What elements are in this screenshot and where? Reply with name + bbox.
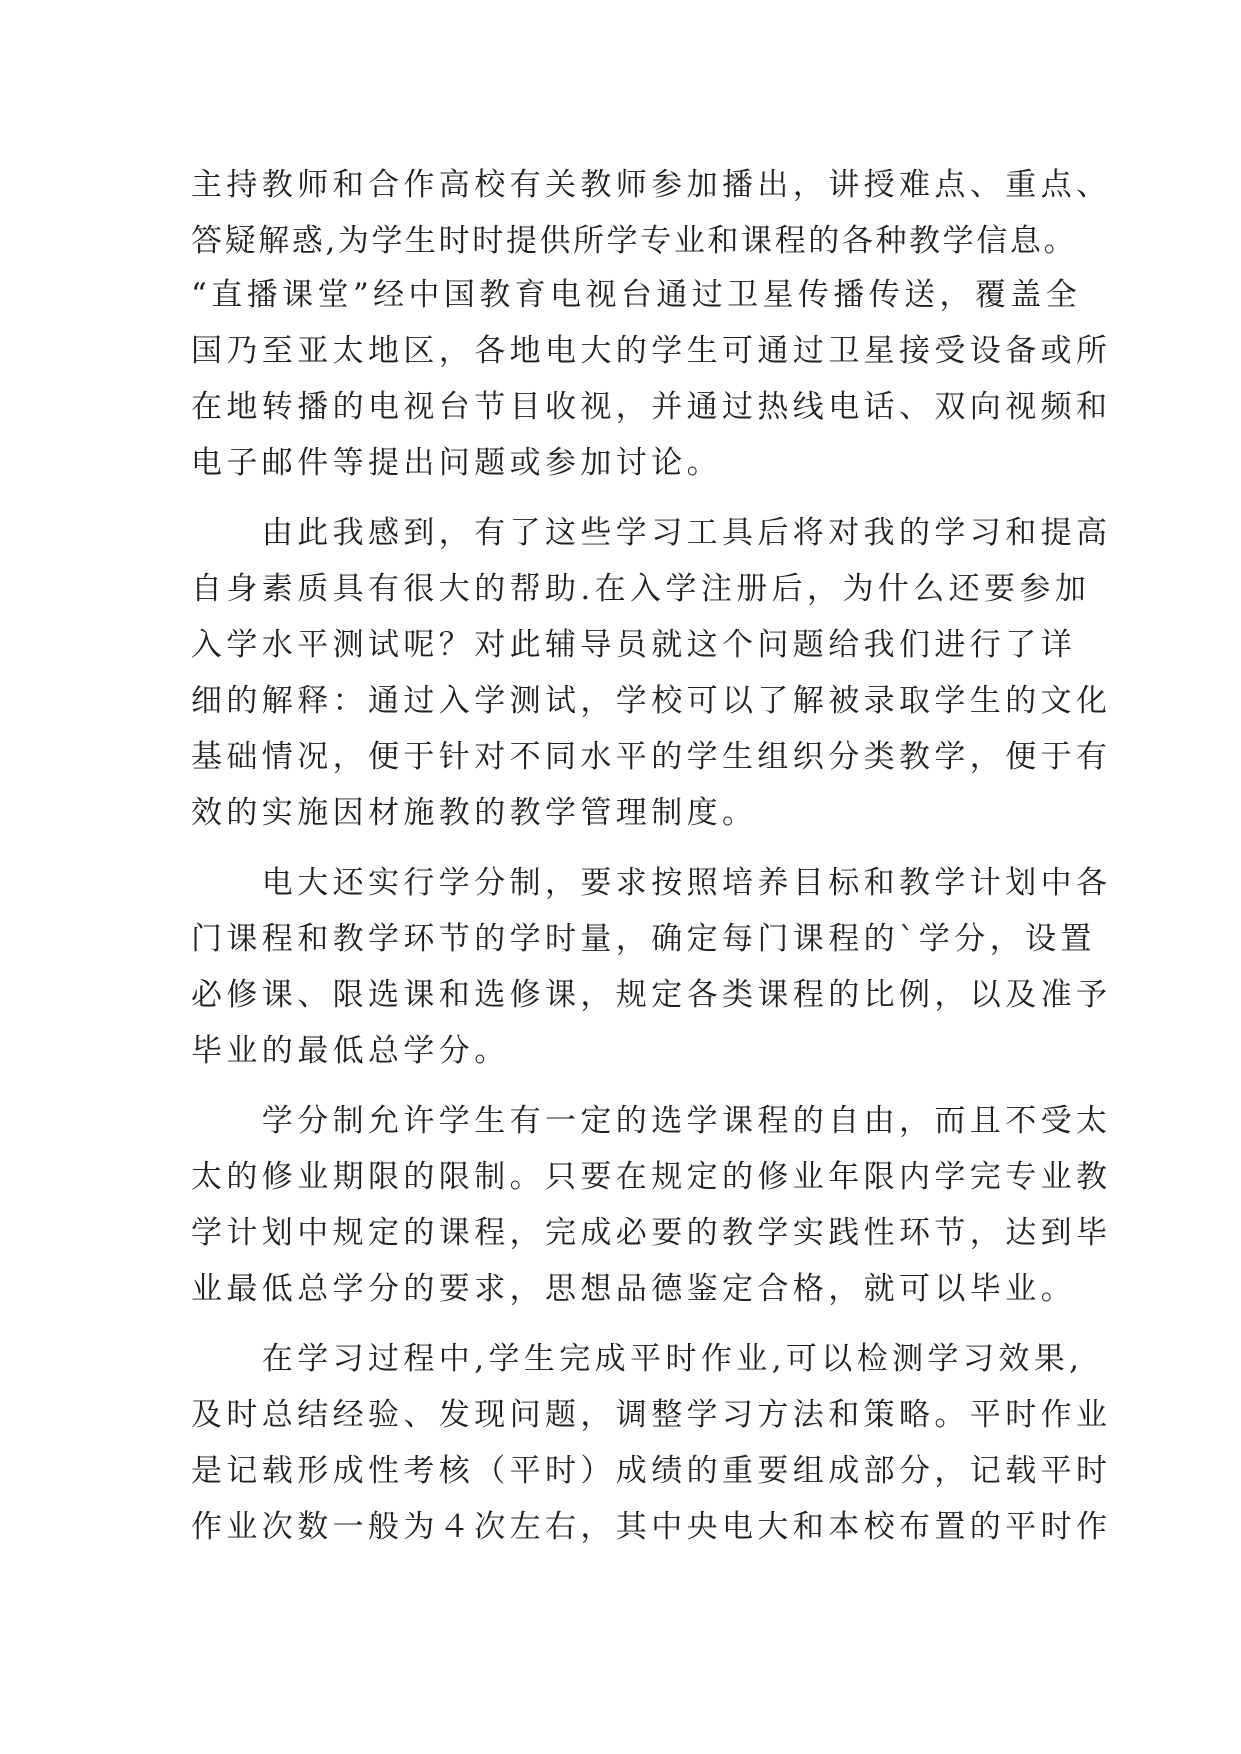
text-line: “直播课堂”经中国教育电视台通过卫星传播传送，覆盖全 xyxy=(191,277,1082,313)
text-line: 学计划中规定的课程，完成必要的教学实践性环节，达到毕 xyxy=(191,1215,1112,1251)
text-line: 毕业的最低总学分。 xyxy=(191,1033,510,1069)
text-line: 电子邮件等提出问题或参加讨论。 xyxy=(191,445,722,481)
text-line: 答疑解惑,为学生时时提供所学专业和课程的各种教学信息。 xyxy=(191,223,1078,259)
text-line: 太的修业期限的限制。只要在规定的修业年限内学完专业教 xyxy=(191,1159,1112,1195)
text-line: 电大还实行学分制，要求按照培养目标和教学计划中各 xyxy=(191,865,1112,901)
text-line: 入学水平测试呢？对此辅导员就这个问题给我们进行了详 xyxy=(191,627,1076,663)
text-line: 及时总结经验、发现问题，调整学习方法和策略。平时作业 xyxy=(191,1397,1112,1433)
text-line: 在学习过程中,学生完成平时作业,可以检测学习效果, xyxy=(191,1341,1084,1377)
text-line: 由此我感到，有了这些学习工具后将对我的学习和提高 xyxy=(191,515,1112,551)
text-line: 国乃至亚太地区，各地电大的学生可通过卫星接受设备或所 xyxy=(191,333,1112,369)
text-line: 自身素质具有很大的帮助.在入学注册后，为什么还要参加 xyxy=(191,571,1091,607)
text-line: 学分制允许学生有一定的选学课程的自由，而且不受太 xyxy=(191,1103,1112,1139)
text-line: 门课程和教学环节的学时量，确定每门课程的`学分，设置 xyxy=(191,921,1096,957)
text-line: 是记载形成性考核（平时）成绩的重要组成部分，记载平时 xyxy=(191,1453,1112,1489)
text-line: 细的解释：通过入学测试，学校可以了解被录取学生的文化 xyxy=(191,683,1112,719)
text-line: 业最低总学分的要求，思想品德鉴定合格，就可以毕业。 xyxy=(191,1271,1076,1307)
text-line: 在地转播的电视台节目收视，并通过热线电话、双向视频和 xyxy=(191,389,1112,425)
text-line: 作业次数一般为４次左右，其中央电大和本校布置的平时作 xyxy=(191,1509,1112,1545)
text-line: 效的实施因材施教的教学管理制度。 xyxy=(191,795,758,831)
text-line: 基础情况，便于针对不同水平的学生组织分类教学，便于有 xyxy=(191,739,1112,775)
text-line: 必修课、限选课和选修课，规定各类课程的比例，以及准予 xyxy=(191,977,1112,1013)
text-line: 主持教师和合作高校有关教师参加播出，讲授难点、重点、 xyxy=(191,167,1112,203)
